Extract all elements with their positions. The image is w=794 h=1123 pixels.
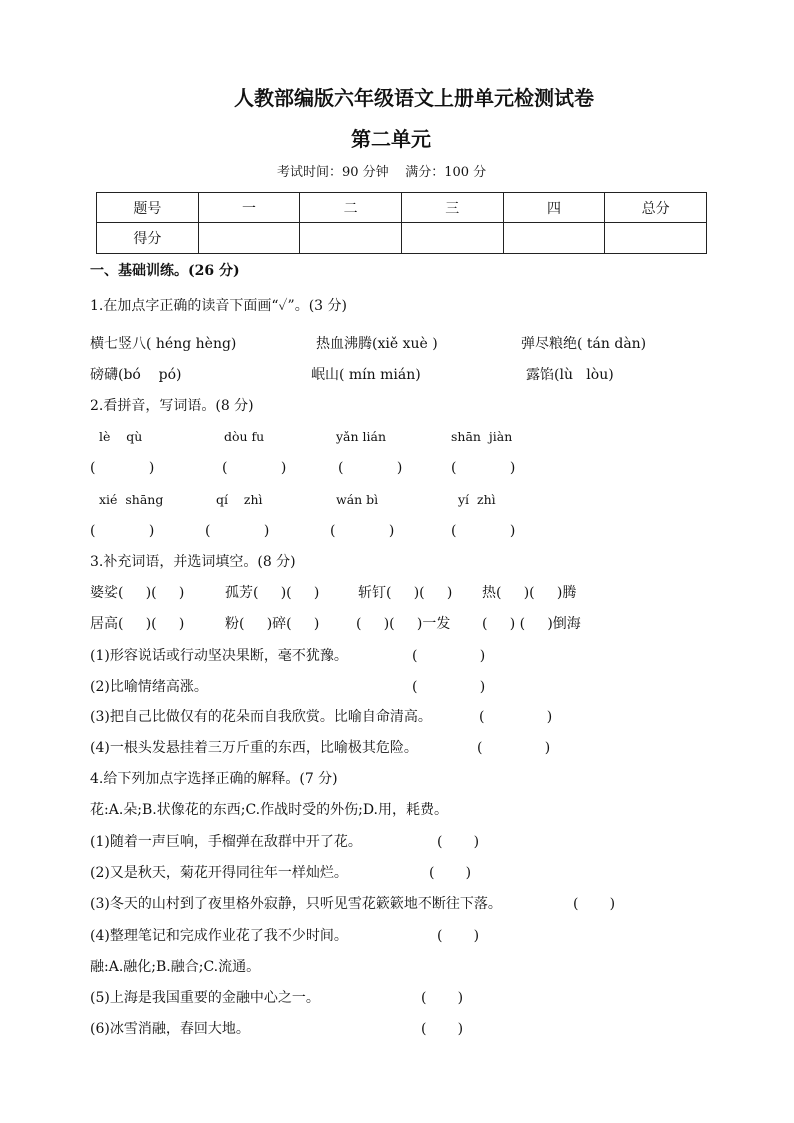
- score-cell-1[interactable]: [198, 223, 300, 254]
- answer-blank[interactable]: ( ): [90, 523, 155, 539]
- pinyin-label: yí zhì: [458, 492, 496, 507]
- pinyin-label: xié shāng: [99, 492, 164, 507]
- choice-blank[interactable]: ( ): [429, 865, 472, 881]
- fill-item: (3)把自己比做仅有的花朵而自我欣赏。比喻自命清高。: [90, 709, 432, 725]
- choice-blank[interactable]: ( ): [421, 990, 464, 1006]
- score-header-cell: 题号: [97, 193, 199, 223]
- pinyin-label: dòu fu: [224, 429, 265, 444]
- answer-blank[interactable]: ( ): [222, 460, 287, 476]
- score-header-cell: 二: [300, 193, 402, 223]
- score-header-cell: 三: [401, 193, 503, 223]
- exam-title: 人教部编版六年级语文上册单元检测试卷: [234, 86, 594, 110]
- q1-item: 岷山( mín mián): [311, 367, 421, 383]
- question-3-prompt: 3.补充词语，并选词填空。(8 分): [90, 554, 296, 570]
- pinyin-label: wán bì: [336, 492, 379, 507]
- score-table-header-row: [97, 193, 707, 223]
- choice-blank[interactable]: ( ): [421, 1021, 464, 1037]
- idiom-item[interactable]: 居高( )( ): [90, 616, 185, 632]
- choice-blank[interactable]: ( ): [437, 834, 480, 850]
- idiom-item[interactable]: 热( )( )腾: [482, 585, 577, 601]
- score-header-cell: 一: [198, 193, 300, 223]
- pinyin-label: shān jiàn: [451, 429, 513, 444]
- choice-blank[interactable]: ( ): [437, 928, 480, 944]
- fill-item: (1)形容说话或行动坚决果断，毫不犹豫。: [90, 648, 348, 664]
- score-header-cell: 四: [503, 193, 605, 223]
- section-title: 一、基础训练。(26 分): [90, 263, 240, 279]
- idiom-item[interactable]: ( )( )一发: [356, 616, 451, 632]
- choice-item: (3)冬天的山村到了夜里格外寂静，只听见雪花簌簌地不断往下落。: [90, 896, 502, 912]
- fill-item: (2)比喻情绪高涨。: [90, 679, 208, 695]
- answer-blank[interactable]: ( ): [330, 523, 395, 539]
- unit-title: 第二单元: [351, 127, 431, 151]
- answer-blank[interactable]: ( ): [338, 460, 403, 476]
- q1-item: 磅礴(bó pó): [90, 367, 182, 383]
- fill-item: (4)一根头发悬挂着三万斤重的东西，比喻极其危险。: [90, 740, 418, 756]
- score-cell-total[interactable]: [605, 223, 707, 254]
- q1-item: 弹尽粮绝( tán dàn): [521, 336, 647, 352]
- idiom-item[interactable]: 孤芳( )( ): [225, 585, 320, 601]
- score-cell-4[interactable]: [503, 223, 605, 254]
- choice-item: (5)上海是我国重要的金融中心之一。: [90, 990, 320, 1006]
- q1-item: 露馅(lù lòu): [526, 367, 614, 383]
- answer-blank[interactable]: ( ): [479, 709, 553, 725]
- score-header-cell: 总分: [605, 193, 707, 223]
- score-table-score-row: [97, 223, 707, 254]
- score-table: [96, 192, 707, 254]
- idiom-item[interactable]: 婆娑( )( ): [90, 585, 185, 601]
- definition-list: 花:A.朵;B.状像花的东西;C.作战时受的外伤;D.用，耗费。: [90, 802, 449, 818]
- choice-item: (4)整理笔记和完成作业花了我不少时间。: [90, 928, 348, 944]
- answer-blank[interactable]: ( ): [477, 740, 551, 756]
- pinyin-label: lè qù: [99, 429, 143, 444]
- score-cell-3[interactable]: [401, 223, 503, 254]
- definition-list: 融:A.融化;B.融合;C.流通。: [90, 959, 261, 975]
- idiom-item[interactable]: ( ) ( )倒海: [482, 616, 581, 632]
- pinyin-label: yǎn lián: [336, 429, 387, 444]
- choice-blank[interactable]: ( ): [573, 896, 616, 912]
- exam-info: 考试时间：90 分钟 满分：100 分: [277, 165, 487, 180]
- answer-blank[interactable]: ( ): [451, 523, 516, 539]
- idiom-item[interactable]: 粉( )碎( ): [225, 616, 320, 632]
- score-row-label: 得分: [97, 223, 199, 254]
- question-4-prompt: 4.给下列加点字选择正确的解释。(7 分): [90, 771, 338, 787]
- answer-blank[interactable]: ( ): [205, 523, 270, 539]
- score-cell-2[interactable]: [300, 223, 402, 254]
- q1-item: 热血沸腾(xiě xuè ): [316, 336, 438, 352]
- choice-item: (2)又是秋天，菊花开得同往年一样灿烂。: [90, 865, 348, 881]
- answer-blank[interactable]: ( ): [90, 460, 155, 476]
- answer-blank[interactable]: ( ): [412, 679, 486, 695]
- answer-blank[interactable]: ( ): [451, 460, 516, 476]
- question-2-prompt: 2.看拼音，写词语。(8 分): [90, 398, 254, 414]
- pinyin-label: qí zhì: [216, 492, 263, 507]
- idiom-item[interactable]: 斩钉( )( ): [358, 585, 453, 601]
- q1-item: 横七竖八( héng hèng): [90, 336, 237, 352]
- choice-item: (6)冰雪消融，春回大地。: [90, 1021, 250, 1037]
- question-1-prompt: 1.在加点字正确的读音下面画“✓”。(3 分): [90, 298, 347, 314]
- choice-item: (1)随着一声巨响，手榴弹在敌群中开了花。: [90, 834, 362, 850]
- answer-blank[interactable]: ( ): [412, 648, 486, 664]
